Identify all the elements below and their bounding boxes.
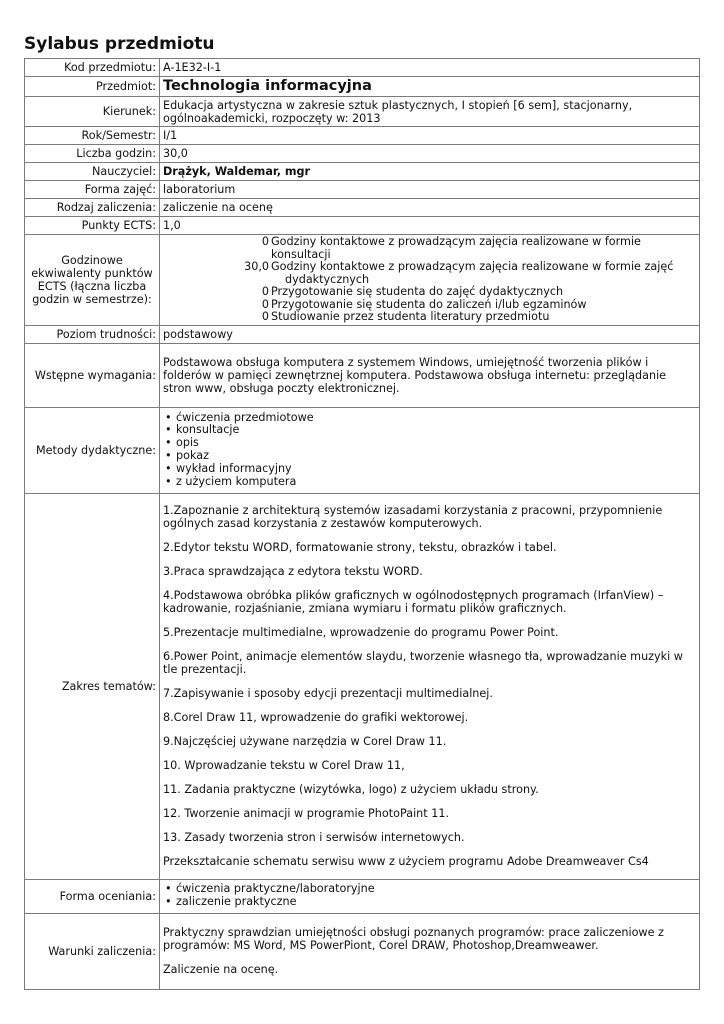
label-rodzaj: Rodzaj zaliczenia: <box>25 199 160 217</box>
label-forma-zajec: Forma zajęć: <box>25 181 160 199</box>
ects-item-hours: 0 <box>261 235 269 248</box>
row-godziny <box>25 145 700 163</box>
row-warunki <box>25 913 700 989</box>
label-ects-hours <box>25 235 160 326</box>
row-ects-hours <box>25 235 700 326</box>
row-forma-zajec <box>25 181 700 199</box>
ects-hours-list <box>163 236 696 324</box>
list-item: • wykład informacyjny <box>163 463 696 476</box>
list-item: • z użyciem komputera <box>163 476 696 489</box>
list-item: • opis <box>163 437 696 450</box>
topic-item: 13. Zasady tworzenia stron i serwisów internetowych. <box>163 831 465 844</box>
label-wymagania: Wstępne wymagania: <box>25 343 160 407</box>
value-warunki <box>160 913 700 989</box>
row-zakres <box>25 493 700 879</box>
value-kierunek: Edukacja artystyczna w zakresie sztuk plastycznych, I stopień [6 sem], stacjonarny, ogólnoakademicki, rozpoczęty w: 2013 <box>160 97 700 127</box>
syllabus-table <box>24 58 700 990</box>
topic-item: 5.Prezentacje multimedialne, wprowadzenie do programu Power Point. <box>163 626 559 639</box>
label-poziom: Poziom trudności: <box>25 325 160 343</box>
row-wymagania <box>25 343 700 407</box>
label-godziny: Liczba godzin: <box>25 145 160 163</box>
label-metody: Metody dydaktyczne: <box>25 407 160 493</box>
topic-item: 9.Najczęściej używane narzędzia w Corel Draw 11. <box>163 735 447 748</box>
label-zakres: Zakres tematów: <box>25 493 160 879</box>
label-przedmiot: Przedmiot: <box>25 77 160 97</box>
forma-oceniania-list <box>163 883 696 909</box>
value-kod: A-1E32-I-1 <box>160 59 700 77</box>
topic-item: 8.Corel Draw 11, wprowadzenie do grafiki wektorowej. <box>163 711 469 724</box>
row-rodzaj <box>25 199 700 217</box>
label-ects: Punkty ECTS: <box>25 217 160 235</box>
ects-item <box>163 286 696 299</box>
ects-item-desc: Godziny kontaktowe z prowadzącym zajęcia realizowane w formie konsultacji <box>271 235 641 261</box>
warunki-paragraph: Zaliczenie na ocenę. <box>163 963 279 976</box>
value-ects: 1,0 <box>160 217 700 235</box>
value-przedmiot: Technologia informacyjna <box>160 77 700 97</box>
label-warunki: Warunki zaliczenia: <box>25 913 160 989</box>
topic-item: 11. Zadania praktyczne (wizytówka, logo) z użyciem układu strony. <box>163 783 539 796</box>
ects-item-hours: 0 <box>261 285 269 298</box>
value-wymagania: Podstawowa obsługa komputera z systemem Windows, umiejętność tworzenia plików i folderów w pamięci zewnętrznej komputera. Podstawowa obsługa internetu: przeglądanie stron www, obsługa poczty elektronicznej. <box>160 343 700 407</box>
value-forma-zajec: laboratorium <box>160 181 700 199</box>
label-forma-oceniania: Forma oceniania: <box>25 879 160 913</box>
list-item: • zaliczenie praktyczne <box>163 896 696 909</box>
list-item: • konsultacje <box>163 424 696 437</box>
ects-item-desc: Przygotowanie się studenta do zajęć dydaktycznych <box>271 285 564 298</box>
row-kod <box>25 59 700 77</box>
value-metody <box>160 407 700 493</box>
row-nauczyciel <box>25 163 700 181</box>
ects-item-desc: Godziny kontaktowe z prowadzącym zajęcia realizowane w formie zajęć dydaktycznych <box>271 260 674 286</box>
row-rok <box>25 127 700 145</box>
label-ects-hours-text: Godzinowe ekwiwalenty punktów ECTS (łączna liczba godzin w semestrze): <box>31 253 153 306</box>
topic-item: 10. Wprowadzanie tekstu w Corel Draw 11, <box>163 759 405 772</box>
value-rodzaj: zaliczenie na ocenę <box>160 199 700 217</box>
ects-item-hours: 30,0 <box>244 260 269 273</box>
label-kod: Kod przedmiotu: <box>25 59 160 77</box>
list-item: • pokaz <box>163 450 696 463</box>
topic-item: 1.Zapoznanie z architekturą systemów izasadami korzystania z pracowni, przypomnienie ogólnych zasad korzystania z zestawów komputerowych. <box>163 504 663 530</box>
topic-item: 12. Tworzenie animacji w programie PhotoPaint 11. <box>163 807 449 820</box>
label-rok: Rok/Semestr: <box>25 127 160 145</box>
topic-item: 2.Edytor tekstu WORD, formatowanie strony, tekstu, obrazków i tabel. <box>163 541 557 554</box>
list-item: • ćwiczenia praktyczne/laboratoryjne <box>163 883 696 896</box>
row-metody <box>25 407 700 493</box>
topic-item: 3.Praca sprawdzająca z edytora tekstu WORD. <box>163 565 423 578</box>
value-rok: I/1 <box>160 127 700 145</box>
ects-item-hours: 0 <box>261 297 269 311</box>
topic-item: 6.Power Point, animacje elementów slaydu, tworzenie własnego tła, wprowadzanie muzyki w tle prezentacji. <box>163 650 683 676</box>
row-przedmiot <box>25 77 700 97</box>
ects-item-desc: Przygotowanie się studenta do zaliczeń i/lub egzaminów <box>271 297 587 311</box>
row-poziom <box>25 325 700 343</box>
topic-item: Przekształcanie schematu serwisu www z użyciem programu Adobe Dreamweaver Cs4 <box>163 855 649 868</box>
ects-item <box>163 311 696 324</box>
row-ects <box>25 217 700 235</box>
row-kierunek <box>25 97 700 127</box>
ects-item-hours: 0 <box>261 310 269 323</box>
topic-item: 4.Podstawowa obróbka plików graficznych w ogólnodostępnych programach (IrfanView) – kadrowanie, rozjaśnianie, zmiana wymiaru i formatu plików graficznych. <box>163 589 664 615</box>
warunki-paragraph: Praktyczny sprawdzian umiejętności obsługi poznanych programów: prace zaliczeniowe z programów: MS Word, MS PowerPiont, Corel DRAW, Photoshop,Dreamweawer. <box>163 926 664 952</box>
value-forma-oceniania <box>160 879 700 913</box>
ects-item-desc: Studiowanie przez studenta literatury przedmiotu <box>271 310 550 323</box>
ects-item <box>163 236 696 261</box>
row-forma-oceniania <box>25 879 700 913</box>
label-nauczyciel: Nauczyciel: <box>25 163 160 181</box>
value-nauczyciel: Drążyk, Waldemar, mgr <box>160 163 700 181</box>
topic-item: 7.Zapisywanie i sposoby edycji prezentacji multimedialnej. <box>163 687 493 700</box>
label-kierunek: Kierunek: <box>25 97 160 127</box>
value-zakres <box>160 493 700 879</box>
page-title: Sylabus przedmiotu <box>24 34 215 54</box>
value-ects-hours <box>160 235 700 326</box>
metody-list <box>163 412 696 489</box>
list-item: • ćwiczenia przedmiotowe <box>163 412 696 425</box>
value-poziom: podstawowy <box>160 325 700 343</box>
ects-item <box>163 261 696 286</box>
value-godziny: 30,0 <box>160 145 700 163</box>
